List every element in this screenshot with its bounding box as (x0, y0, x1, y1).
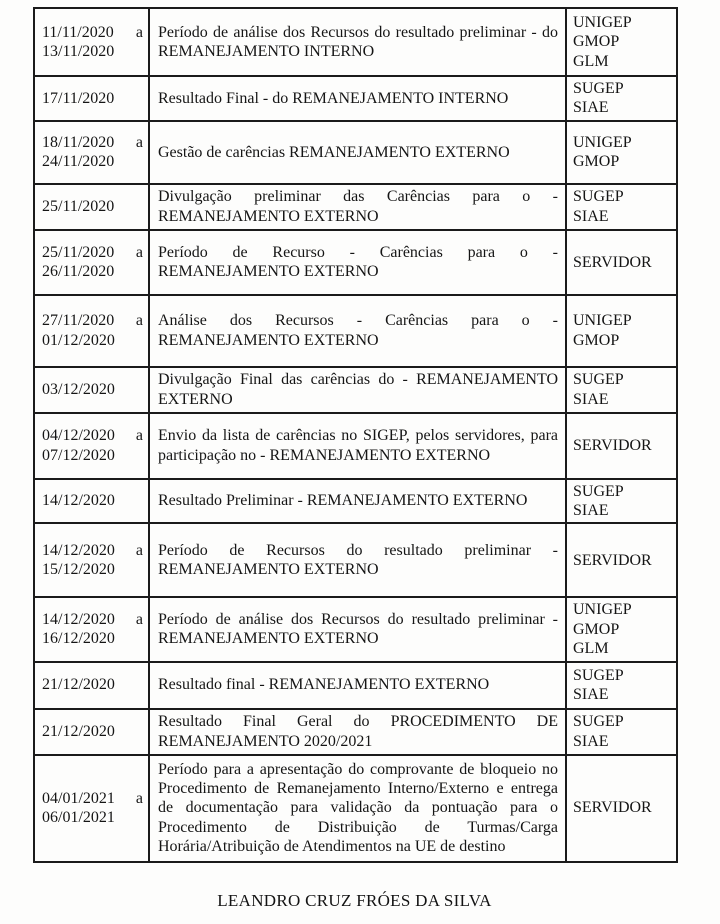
responsible-entity: SIAE (573, 99, 609, 117)
signature-text: LEANDRO CRUZ FRÓES DA SILVA (217, 891, 492, 910)
description-cell (149, 184, 566, 230)
table-row (34, 367, 677, 413)
responsible-entity: SUGEP (573, 666, 624, 684)
responsible-cell (566, 709, 677, 755)
responsible-entity: SIAE (573, 390, 609, 408)
table-row (34, 709, 677, 755)
date-range: 21/12/2020 (42, 676, 115, 694)
responsible-entity: GMOP (573, 620, 620, 638)
table-row (34, 413, 677, 479)
description-cell (149, 413, 566, 479)
responsible-cell (566, 184, 677, 230)
date-range: 14/12/2020 (42, 492, 115, 510)
date-range: 21/12/2020 (42, 722, 115, 740)
responsible-cell (566, 76, 677, 121)
responsible-entity: UNIGEP (573, 13, 632, 31)
table-row (34, 230, 677, 295)
description-cell (149, 121, 566, 184)
description-cell (149, 230, 566, 295)
date-cell (34, 523, 149, 597)
activity-description: Gestão de carências REMANEJAMENTO EXTERNO (158, 143, 510, 161)
activity-description: Período para a apresentação do comprovante de bloqueio no Procedimento de Remanejamento Interno/Externo e entrega de documentação para validação da pontuação para o Procedimento de Distribuição de Turmas/Carga Horária/Atribuição de Atendimentos na UE de destino (158, 760, 558, 856)
date-cell (34, 479, 149, 524)
table-row (34, 8, 677, 76)
responsible-cell (566, 367, 677, 413)
description-cell (149, 597, 566, 661)
responsible-cell (566, 523, 677, 597)
date-range: 03/12/2020 (42, 381, 115, 399)
date-range: 17/11/2020 (42, 89, 115, 107)
table-row (34, 662, 677, 709)
responsible-entity: GLM (573, 640, 609, 658)
responsible-cell (566, 755, 677, 862)
table-row (34, 184, 677, 230)
responsible-cell (566, 295, 677, 367)
description-cell (149, 295, 566, 367)
date-cell (34, 230, 149, 295)
responsible-entity: SUGEP (573, 371, 624, 389)
responsible-entity: SUGEP (573, 482, 624, 500)
date-range: 25/11/2020 (42, 198, 115, 216)
responsible-entity: SERVIDOR (573, 437, 652, 455)
activity-description: Divulgação preliminar das Carências para o - REMANEJAMENTO EXTERNO (158, 188, 558, 225)
activity-description: Período de Recurso - Carências para o - REMANEJAMENTO EXTERNO (158, 243, 558, 281)
responsible-entity: UNIGEP (573, 601, 632, 619)
date-range: 18/11/2020 a 24/11/2020 (42, 133, 143, 171)
responsible-entity: UNIGEP (573, 312, 632, 330)
description-cell (149, 523, 566, 597)
responsible-entity: SERVIDOR (573, 551, 652, 569)
responsible-entity: SERVIDOR (573, 253, 652, 271)
date-range: 04/01/2021 a 06/01/2021 (42, 789, 143, 827)
responsible-entity: SUGEP (573, 80, 624, 97)
responsible-entity: GMOP (573, 153, 620, 171)
description-cell (149, 479, 566, 524)
responsible-cell (566, 662, 677, 709)
date-cell (34, 662, 149, 709)
responsible-entity: SIAE (573, 732, 609, 750)
activity-description: Resultado Final Geral do PROCEDIMENTO DE REMANEJAMENTO 2020/2021 (158, 713, 558, 750)
date-cell (34, 184, 149, 230)
table-row (34, 121, 677, 184)
description-cell (149, 8, 566, 76)
activity-description: Resultado Preliminar - REMANEJAMENTO EXTERNO (158, 492, 528, 510)
date-range: 04/12/2020 a 07/12/2020 (42, 427, 143, 464)
description-cell (149, 662, 566, 709)
schedule-table-body (34, 8, 677, 862)
description-cell (149, 76, 566, 121)
responsible-entity: SERVIDOR (573, 799, 652, 817)
responsible-cell (566, 8, 677, 76)
activity-description: Resultado Final - do REMANEJAMENTO INTERNO (158, 89, 509, 107)
table-row (34, 523, 677, 597)
date-cell (34, 295, 149, 367)
activity-description: Resultado final - REMANEJAMENTO EXTERNO (158, 676, 490, 694)
date-range: 14/12/2020 a 16/12/2020 (42, 611, 143, 648)
table-row (34, 755, 677, 862)
date-cell (34, 367, 149, 413)
responsible-cell (566, 413, 677, 479)
table-row (34, 295, 677, 367)
date-cell (34, 8, 149, 76)
table-row (34, 76, 677, 121)
description-cell (149, 367, 566, 413)
responsible-entity: GMOP (573, 331, 620, 349)
table-row (34, 479, 677, 524)
activity-description: Período de análise dos Recursos do resultado preliminar - do REMANEJAMENTO INTERNO (158, 23, 558, 60)
responsible-entity: SUGEP (573, 188, 624, 206)
responsible-entity: GLM (573, 52, 609, 70)
date-cell (34, 597, 149, 661)
activity-description: Divulgação Final das carências do - REMANEJAMENTO EXTERNO (158, 371, 558, 408)
date-cell (34, 121, 149, 184)
date-range: 27/11/2020 a 01/12/2020 (42, 312, 143, 349)
responsible-entity: SUGEP (573, 713, 624, 731)
responsible-cell (566, 597, 677, 661)
responsible-entity: SIAE (573, 686, 609, 704)
responsible-cell (566, 121, 677, 184)
responsible-entity: UNIGEP (573, 133, 632, 151)
responsible-entity: SIAE (573, 502, 609, 520)
responsible-cell (566, 479, 677, 524)
responsible-entity: SIAE (573, 207, 609, 225)
activity-description: Período de Recursos do resultado preliminar - REMANEJAMENTO EXTERNO (158, 542, 558, 579)
schedule-table (33, 7, 678, 863)
date-range: 14/12/2020 a 15/12/2020 (42, 542, 143, 579)
date-cell (34, 755, 149, 862)
date-range: 11/11/2020 a 13/11/2020 (42, 23, 143, 60)
description-cell (149, 755, 566, 862)
activity-description: Período de análise dos Recursos do resultado preliminar - REMANEJAMENTO EXTERNO (158, 611, 558, 648)
table-row (34, 597, 677, 661)
date-cell (34, 709, 149, 755)
date-range: 25/11/2020 a 26/11/2020 (42, 243, 143, 281)
description-cell (149, 709, 566, 755)
activity-description: Envio da lista de carências no SIGEP, pelos servidores, para participação no - REMANEJAMENTO EXTERNO (158, 427, 558, 464)
date-cell (34, 76, 149, 121)
responsible-cell (566, 230, 677, 295)
activity-description: Análise dos Recursos - Carências para o - REMANEJAMENTO EXTERNO (158, 312, 558, 349)
responsible-entity: GMOP (573, 33, 620, 51)
date-cell (34, 413, 149, 479)
